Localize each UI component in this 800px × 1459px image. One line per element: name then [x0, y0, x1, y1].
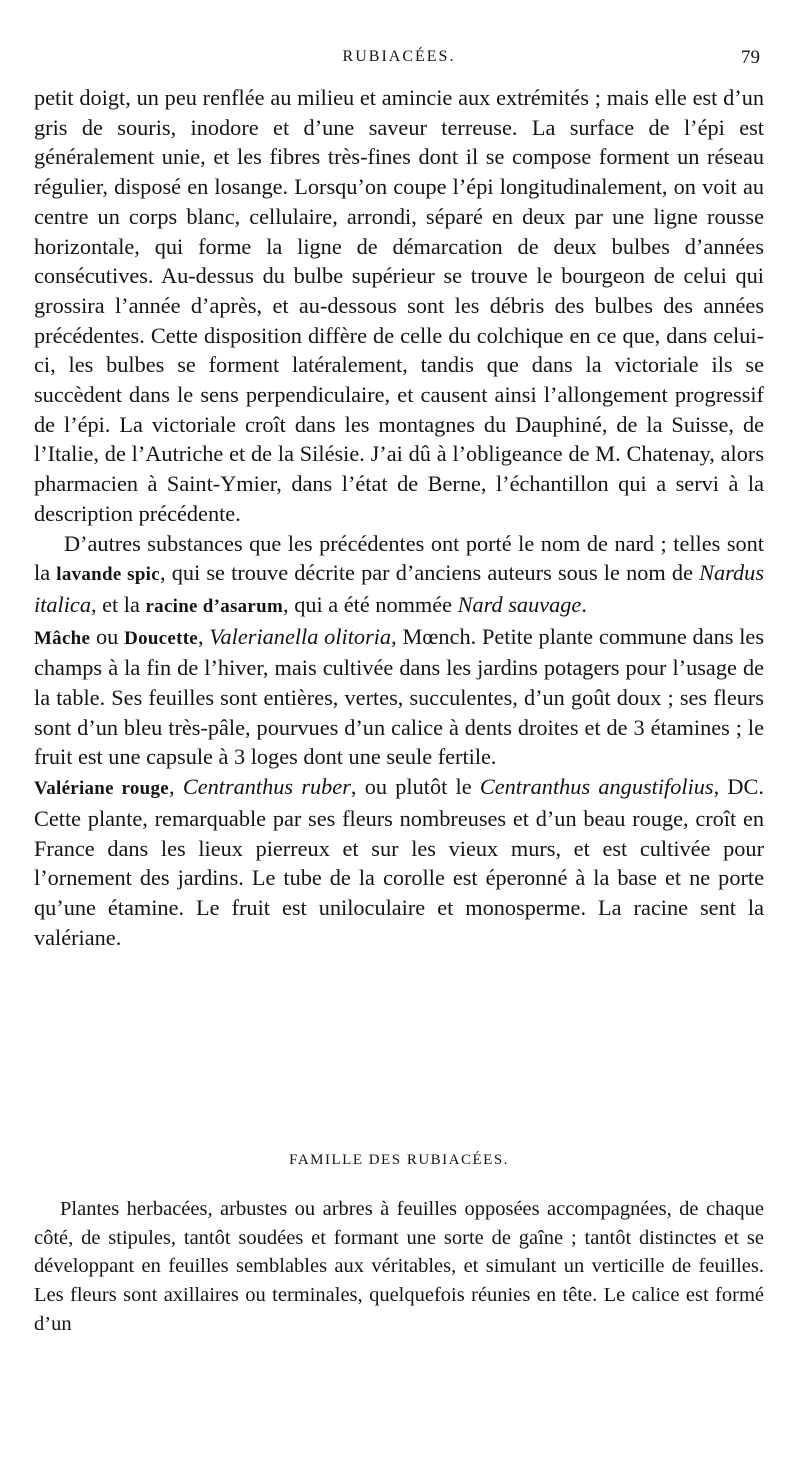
- page-header: [34, 48, 764, 78]
- entry-valeriane-rouge: [34, 772, 764, 952]
- text-span: , Mœnch. Petite plante commune dans les champs à la fin de l’hiver, mais cultivée dans les jardins potagers pour l’usage de la table. Ses feuilles sont entières, vertes, succulentes, d’un goût doux ; ses fleurs sont d’un bleu très-pâle, pourvues d’un calice à dents droites et de 3 étamines ; le fruit est une capsule à 3 loges dont une seule fertile.: [34, 623, 764, 770]
- text-span: , qui a été nommée: [283, 591, 458, 617]
- term-doucette: Doucette: [124, 627, 198, 649]
- term-nard-sauvage: Nard sauvage: [457, 591, 582, 617]
- latin-name-centranthus-ruber: Centranthus ruber: [182, 774, 351, 800]
- text-span: , DC. Cette plante, remarquable par ses fleurs nombreuses et d’un beau rouge, croît en France dans les lieux pierreux et sur les vieux murs, et est cultivée pour l’ornement des jardins. Le tube de la corolle est éperonné à la base et ne porte qu’une étamine. Le fruit est uniloculaire et monosperme. La racine sent la valériane.: [34, 774, 764, 950]
- term-mache: Mâche: [34, 627, 91, 649]
- text-span: D’autres substances que les précédentes ont porté le nom de nard ; telles sont la: [34, 530, 764, 586]
- text-span: ,: [198, 623, 210, 649]
- section-title: FAMILLE DES RUBIACÉES.: [289, 1152, 509, 1168]
- text-span: , et la: [90, 591, 146, 617]
- main-text: [34, 83, 764, 952]
- section-text: [34, 1195, 764, 1339]
- page-number: 79: [741, 47, 760, 68]
- text-span: ou: [90, 623, 125, 649]
- latin-name-centranthus-angustifolius: Centranthus angustifolius: [479, 774, 714, 800]
- text-span: .: [581, 591, 587, 617]
- paragraph-rubiacees-description: Plantes herbacées, arbustes ou arbres à feuilles opposées accompagnées, de chaque côté, de stipules, tantôt soudées et formant une sorte de gaîne ; tantôt distinctes et se développant en feuilles semblables aux véritables, et simulant un verticille de feuilles. Les fleurs sont axillaires ou terminales, quelquefois réunies en tête. Le calice est formé d’un: [34, 1198, 764, 1335]
- term-racine-asarum: racine d’asarum: [145, 595, 284, 617]
- paragraph-victoriale-description: petit doigt, un peu renflée au milieu et amincie aux extrémités ; mais elle est d’un gris de souris, inodore et d’une saveur terreuse. La surface de l’épi est généralement unie, et les fibres très-fines dont il se compose forment un réseau régulier, disposé en losange. Lorsqu’on coupe l’épi longitudinalement, on voit au centre un corps blanc, cellulaire, arrondi, séparé en deux par une ligne rousse horizontale, qui forme la ligne de démarcation de deux bulbes d’années consécutives. Au-dessus du bulbe supérieur se trouve le bourgeon de celui qui grossira l’année d’après, et au-dessous sont les débris des bulbes des années précédentes. Cette disposition diffère de celle du colchique en ce que, dans celui-ci, les bulbes se forment latéralement, tandis que dans la victoriale ils se succèdent dans le sens perpendiculaire, et causent ainsi l’allongement progressif de l’épi. La victoriale croît dans les montagnes du Dauphiné, de la Suisse, de l’Italie, de l’Autriche et de la Silésie. J’ai dû à l’obligeance de M. Chatenay, alors pharmacien à Saint-Ymier, dans l’état de Berne, l’échantillon qui a servi à la description précédente.: [34, 85, 764, 526]
- text-span: , ou plutôt le: [350, 774, 480, 800]
- term-lavande-spic: lavande spic: [56, 564, 160, 586]
- paragraph-nard-substances: [34, 529, 764, 622]
- latin-name-valerianella: Valerianella olitoria: [209, 623, 392, 649]
- text-span: , qui se trouve décrite par d’anciens auteurs sous le nom de: [159, 560, 700, 586]
- entry-mache: [34, 622, 764, 773]
- term-valeriane-rouge: Valériane rouge: [34, 778, 169, 800]
- latin-name-nardus-italica: Nardus italica: [34, 560, 764, 617]
- text-span: ,: [169, 774, 183, 800]
- running-head: RUBIACÉES.: [342, 48, 456, 65]
